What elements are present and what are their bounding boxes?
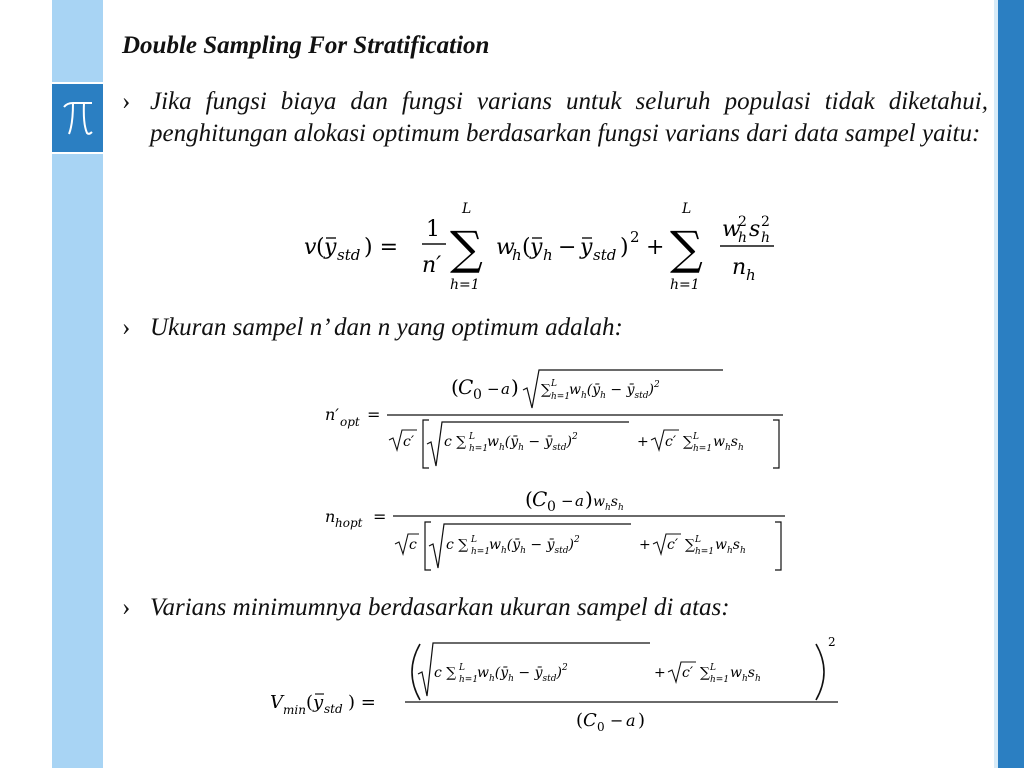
svg-text:=: = xyxy=(373,507,387,526)
svg-text:0: 0 xyxy=(547,499,556,515)
svg-text:y: y xyxy=(530,235,543,260)
svg-text:n: n xyxy=(732,255,747,280)
svg-text:c ∑: c ∑ xyxy=(444,434,467,450)
svg-text:h=1: h=1 xyxy=(710,675,730,685)
svg-text:n: n xyxy=(325,507,336,526)
svg-text:std: std xyxy=(324,702,343,716)
left-white-strip xyxy=(0,0,52,768)
svg-text:h=1: h=1 xyxy=(695,547,715,557)
v-min-formula xyxy=(270,630,850,740)
svg-text:): ) xyxy=(638,710,646,731)
svg-text:L: L xyxy=(695,535,701,545)
svg-text:−: − xyxy=(487,380,500,398)
svg-text:(: ( xyxy=(316,235,325,260)
svg-text:∑: ∑ xyxy=(541,382,551,398)
n-hopt-formula xyxy=(325,482,795,577)
slide-title: Double Sampling For Stratification xyxy=(122,32,490,59)
svg-text:2: 2 xyxy=(738,214,747,230)
svg-text:V: V xyxy=(270,692,283,713)
svg-text:c ∑: c ∑ xyxy=(434,665,457,681)
svg-text:y: y xyxy=(313,692,324,713)
svg-text:c ∑: c ∑ xyxy=(446,537,469,553)
svg-text:h: h xyxy=(738,230,748,246)
svg-text:∑: ∑ xyxy=(450,221,483,275)
svg-text:L: L xyxy=(471,535,477,545)
svg-text:L: L xyxy=(682,201,692,217)
svg-text:s: s xyxy=(749,217,761,242)
svg-text:n′: n′ xyxy=(325,405,339,424)
bullet-text: Varians minimumnya berdasarkan ukuran sampel di atas: xyxy=(150,594,730,621)
svg-text:whsh: $w_hs_h$ xyxy=(713,434,744,453)
svg-text:y: y xyxy=(580,235,593,260)
svg-text:+: + xyxy=(637,434,649,450)
bullet-item-3 xyxy=(122,592,988,624)
svg-text:−: − xyxy=(561,492,574,510)
svg-text:wh(ȳh − ȳstd)2: $w_h(ȳ_h$ − $ȳ_{std})^2$ xyxy=(489,535,580,556)
svg-text:a: a xyxy=(575,492,584,510)
bullet-mark: › xyxy=(122,88,131,115)
svg-text:=: = xyxy=(367,405,381,424)
svg-text:C: C xyxy=(458,375,474,399)
svg-text:L: L xyxy=(462,201,472,217)
bullet-mark: › xyxy=(122,314,131,341)
svg-text:w: w xyxy=(496,235,515,260)
pi-icon xyxy=(61,98,95,138)
svg-text:h: h xyxy=(746,266,756,284)
svg-text:L: L xyxy=(469,432,475,442)
svg-text:+: + xyxy=(639,537,651,553)
svg-text:wh(ȳh − ȳstd)2: $w_h(ȳ_h$ − $ȳ_{std})^2$ xyxy=(477,663,568,684)
svg-text:L: L xyxy=(459,663,465,673)
svg-text:): ) xyxy=(620,235,629,260)
svg-text:n′: n′ xyxy=(422,253,442,278)
right-decorative-band xyxy=(998,0,1024,768)
svg-text:h=1: h=1 xyxy=(469,444,489,454)
svg-text:−: − xyxy=(558,235,577,260)
svg-text:wh(ȳh − ȳstd)2: $w_h(ȳ_h$ − $ȳ_{std})^2$ xyxy=(569,380,660,401)
svg-text:h: h xyxy=(543,246,553,264)
bullet-item-1 xyxy=(122,86,988,150)
svg-text:(: ( xyxy=(451,375,459,399)
svg-text:∑: ∑ xyxy=(685,537,695,553)
svg-text:h=1: h=1 xyxy=(459,675,479,685)
svg-text:w: w xyxy=(722,217,741,242)
svg-text:C: C xyxy=(583,710,597,731)
bullet-text: Jika fungsi biaya dan fungsi varians untuk seluruh populasi tidak diketahui, penghitungan alokasi optimum berdasarkan fungsi varians dari data sampel yaitu: xyxy=(150,88,988,147)
svg-text:whsh: $w_hs_h$ xyxy=(715,537,746,556)
svg-text:): ) xyxy=(585,487,593,511)
svg-text:c′: c′ xyxy=(667,537,679,553)
svg-text:C: C xyxy=(532,487,548,511)
svg-text:min: min xyxy=(283,703,306,717)
svg-text:std: std xyxy=(593,246,617,264)
svg-text:hopt: hopt xyxy=(335,516,363,530)
svg-text:wh(ȳh − ȳstd)2: $w_h(ȳ_h$ − $ȳ_{std})^2$ xyxy=(487,432,578,453)
svg-text:2: 2 xyxy=(761,214,770,230)
svg-text:2: 2 xyxy=(630,228,640,246)
svg-text:+: + xyxy=(646,235,665,260)
svg-text:v: v xyxy=(304,235,317,260)
bullet-item-2 xyxy=(122,312,988,344)
svg-text:a: a xyxy=(626,711,636,730)
svg-text:opt: opt xyxy=(340,415,360,429)
svg-text:) =: ) = xyxy=(348,692,376,713)
svg-text:) =: ) = xyxy=(364,235,399,260)
pi-tile xyxy=(52,82,103,154)
svg-text:h: h xyxy=(761,230,771,246)
svg-text:L: L xyxy=(551,379,557,389)
svg-text:0: 0 xyxy=(597,720,605,734)
svg-text:∑: ∑ xyxy=(700,665,710,681)
variance-formula xyxy=(300,198,820,298)
svg-text:(: ( xyxy=(522,235,531,260)
svg-text:L: L xyxy=(710,663,716,673)
svg-text:−: − xyxy=(610,711,624,730)
svg-text:(: ( xyxy=(576,710,584,731)
svg-text:2: 2 xyxy=(828,635,836,649)
svg-text:c′: c′ xyxy=(682,665,694,681)
svg-text:(: ( xyxy=(525,487,533,511)
n-prime-opt-formula xyxy=(325,366,795,476)
svg-text:+: + xyxy=(654,665,666,681)
svg-text:h: h xyxy=(512,246,522,264)
svg-text:L: L xyxy=(693,432,699,442)
svg-text:h=1: h=1 xyxy=(693,444,713,454)
svg-text:a: a xyxy=(501,380,510,398)
svg-text:h=1: h=1 xyxy=(450,277,480,293)
svg-text:std: std xyxy=(337,246,361,264)
svg-text:): ) xyxy=(511,375,519,399)
svg-text:0: 0 xyxy=(473,387,482,403)
svg-text:c: c xyxy=(409,537,417,553)
svg-text:(: ( xyxy=(306,692,314,713)
bullet-text: Ukuran sampel n’ dan n yang optimum adalah: xyxy=(150,314,623,341)
svg-text:c′: c′ xyxy=(403,434,415,450)
svg-text:whsh: $w_hs_h$ xyxy=(730,665,761,684)
bullet-mark: › xyxy=(122,594,131,621)
svg-text:h=1: h=1 xyxy=(471,547,491,557)
svg-text:y: y xyxy=(324,235,337,260)
svg-text:1: 1 xyxy=(426,217,440,242)
svg-text:whsh: $w_hs_h$ xyxy=(593,494,624,513)
svg-text:h=1: h=1 xyxy=(670,277,700,293)
svg-text:c′: c′ xyxy=(665,434,677,450)
svg-text:∑: ∑ xyxy=(670,221,703,275)
svg-text:∑: ∑ xyxy=(683,434,693,450)
svg-text:h=1: h=1 xyxy=(551,392,571,402)
